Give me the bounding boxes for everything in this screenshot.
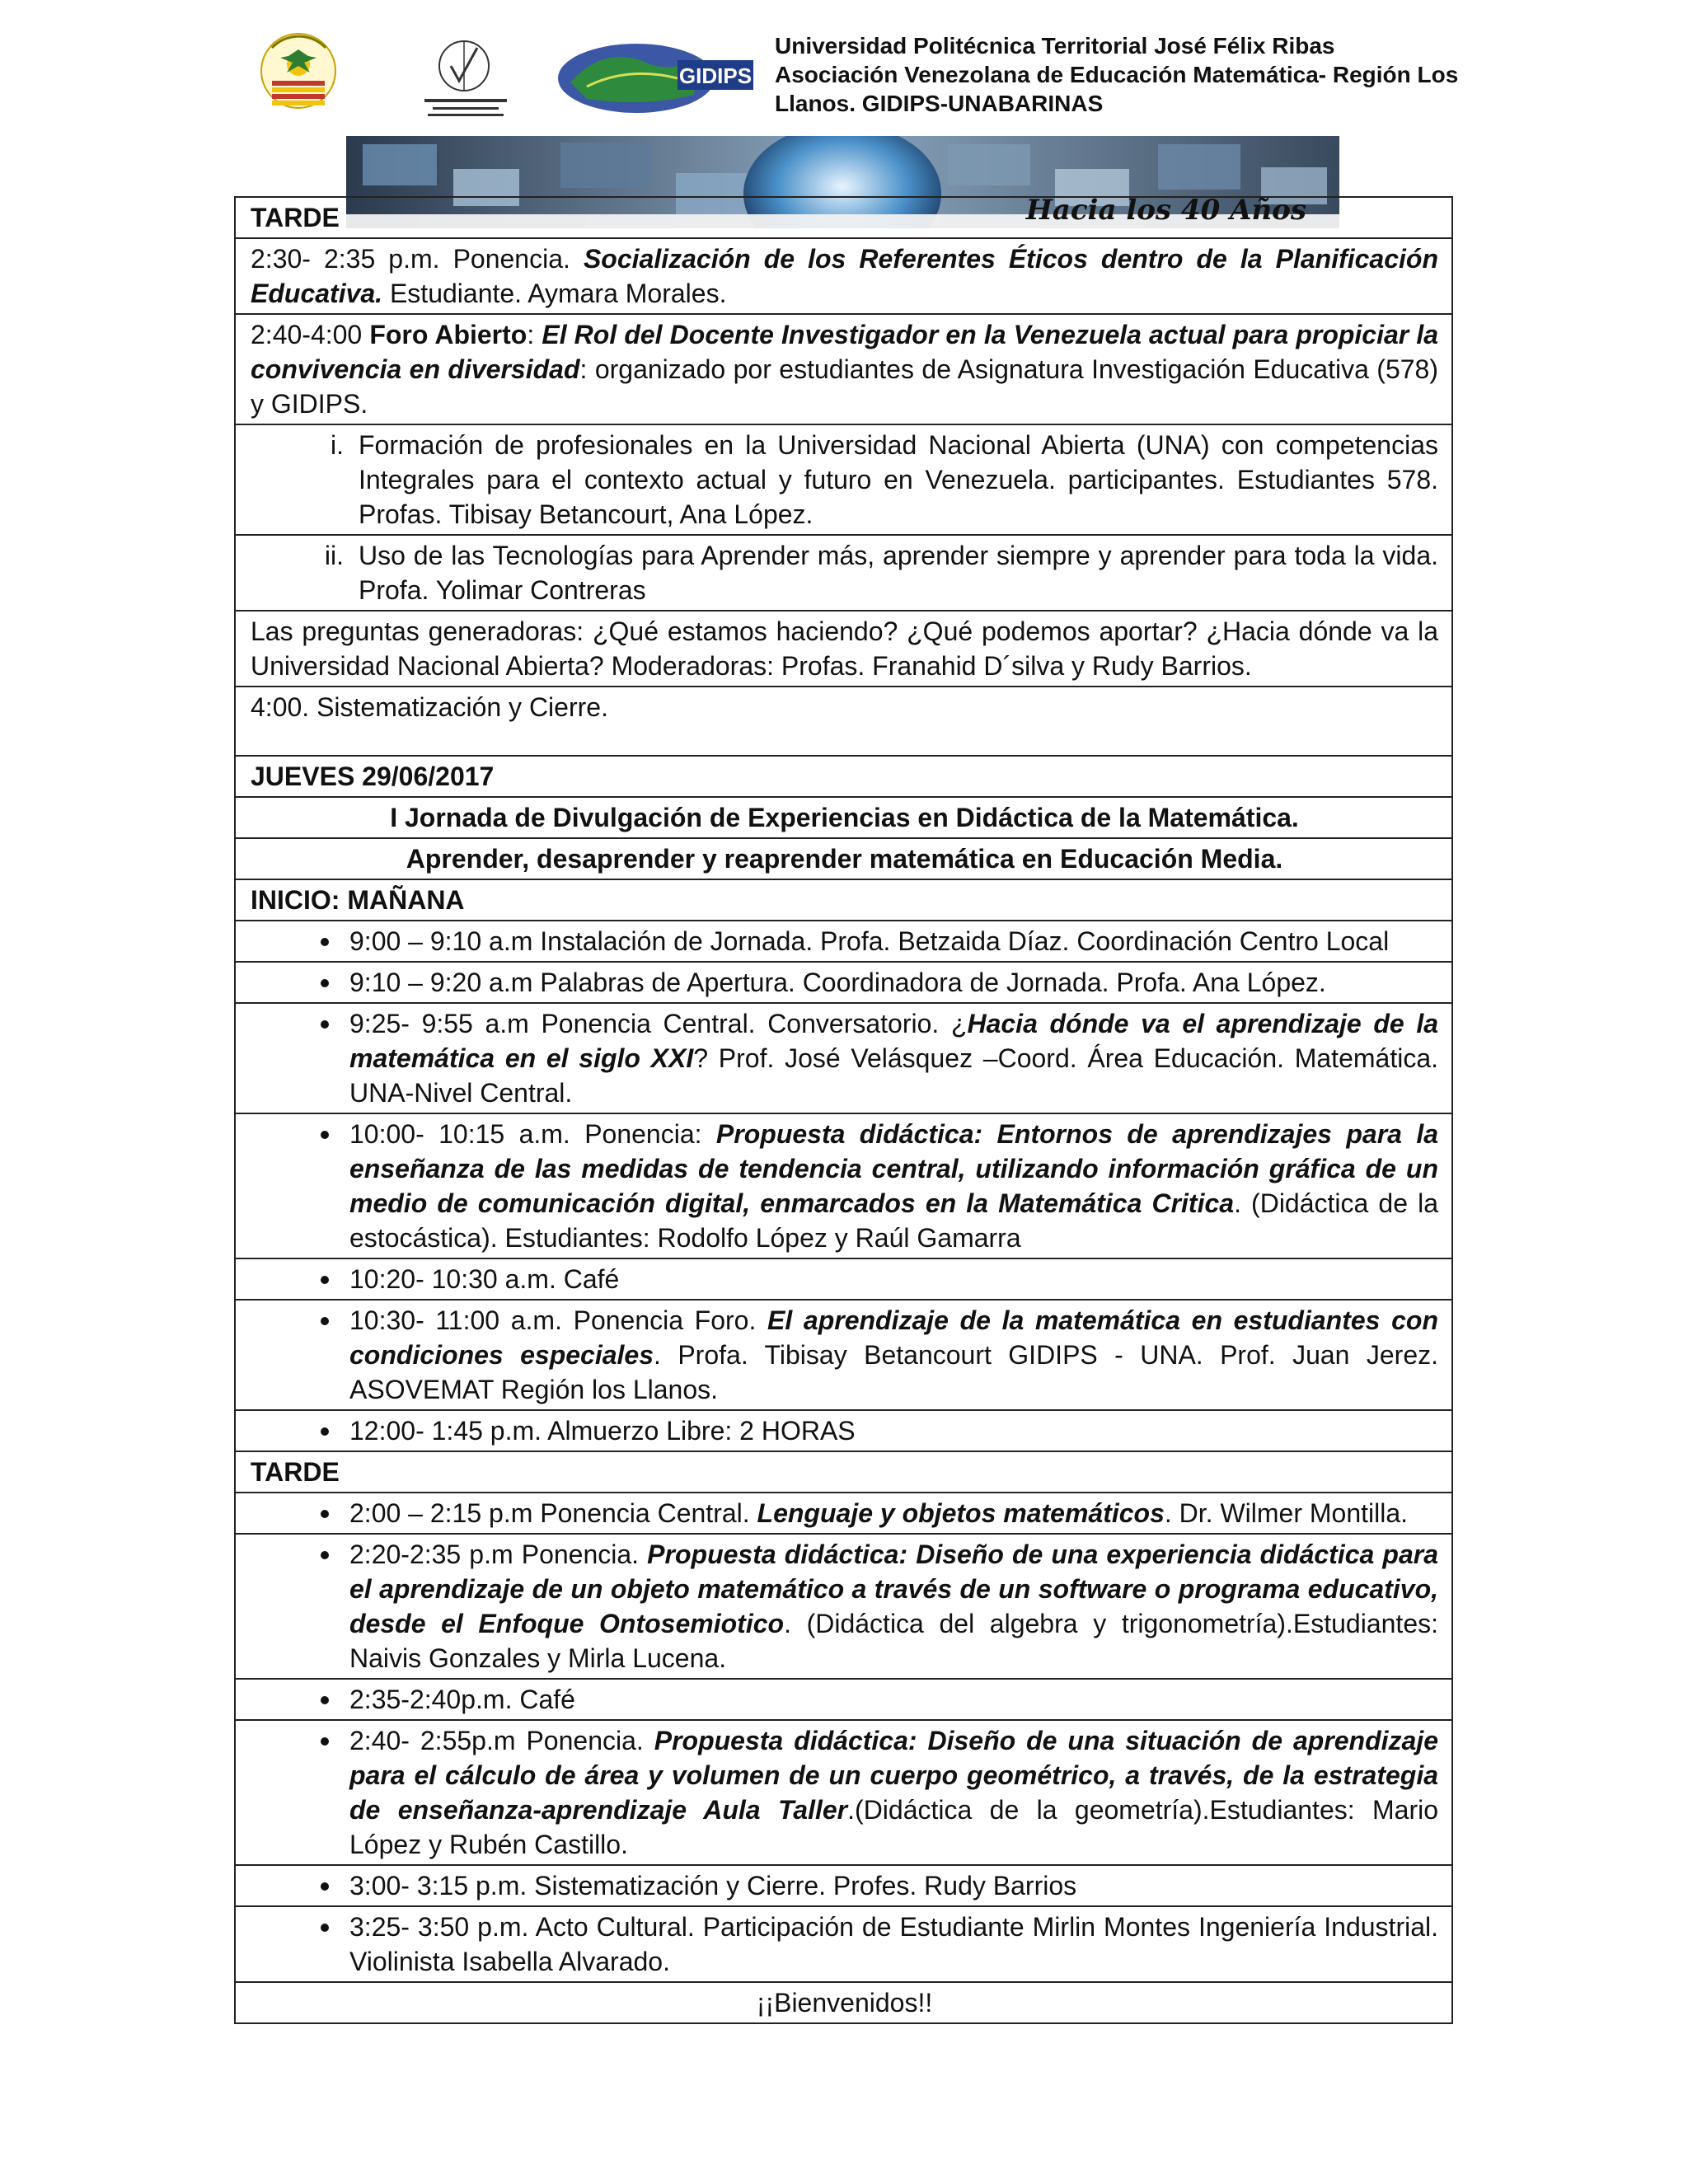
bullet-icon bbox=[251, 924, 349, 958]
table-row bbox=[235, 535, 1452, 611]
table-row bbox=[235, 1003, 1452, 1113]
session-title: El aprendizaje de la matemática en estudiantes con condiciones especiales bbox=[349, 1305, 1439, 1370]
bullet-icon bbox=[251, 1413, 349, 1448]
roman-item-text: Formación de profesionales en la Universidad Nacional Abierta (UNA) con competencias Integrales para el contexto actual y futuro en Venezuela. participantes. Estudiantes 578. Profas. Tibisay Betancourt, Ana López. bbox=[359, 430, 1438, 529]
table-row bbox=[235, 838, 1452, 879]
jornada-motto: Aprender, desaprender y reaprender matemática en Educación Media. bbox=[235, 838, 1452, 879]
gidips-logo-text: GIDIPS bbox=[678, 63, 753, 88]
table-row bbox=[235, 962, 1452, 1003]
session-cell bbox=[235, 314, 1452, 424]
day-heading: JUEVES 29/06/2017 bbox=[235, 756, 1452, 797]
bullet-icon bbox=[251, 1682, 349, 1717]
bullet-text bbox=[349, 1006, 1438, 1110]
bullet-icon bbox=[251, 1537, 349, 1675]
bullet-text bbox=[349, 1303, 1438, 1407]
table-row bbox=[235, 1720, 1452, 1865]
bullet-icon bbox=[251, 1910, 349, 1979]
bullet-icon bbox=[251, 1262, 349, 1296]
bullet-text: 12:00- 1:45 p.m. Almuerzo Libre: 2 HORAS bbox=[349, 1416, 856, 1446]
program-table bbox=[234, 196, 1453, 2024]
session-speaker: . Dr. Wilmer Montilla. bbox=[1164, 1498, 1409, 1528]
table-row bbox=[235, 238, 1452, 314]
bullet-text: 9:10 – 9:20 a.m Palabras de Apertura. Coordinadora de Jornada. Profa. Ana López. bbox=[349, 968, 1326, 997]
bullet-cell bbox=[235, 921, 1452, 962]
table-row bbox=[235, 1113, 1452, 1258]
roman-item-cell bbox=[235, 535, 1452, 611]
welcome-message: ¡¡Bienvenidos!! bbox=[235, 1982, 1452, 2023]
header-line-2: Asociación Venezolana de Educación Matemática- Región Los bbox=[775, 62, 1459, 87]
session-details: : organizado por estudiantes de Asignatura Investigación Educativa (578) y GIDIPS. bbox=[251, 354, 1439, 419]
bullet-text: 3:00- 3:15 p.m. Sistematización y Cierre. Profes. Rudy Barrios bbox=[349, 1871, 1077, 1900]
bullet-text: 9:00 – 9:10 a.m Instalación de Jornada. Profa. Betzaida Díaz. Coordinación Centro Local bbox=[349, 926, 1390, 956]
table-row bbox=[235, 756, 1452, 797]
table-row bbox=[235, 1300, 1452, 1410]
bullet-icon bbox=[251, 1303, 349, 1407]
table-row bbox=[235, 1865, 1452, 1906]
table-row bbox=[235, 1410, 1452, 1451]
table-row bbox=[235, 611, 1452, 687]
bullet-text bbox=[349, 1117, 1438, 1255]
session-speaker: . (Didáctica de la estocástica). Estudiantes: Rodolfo López y Raúl Gamarra bbox=[349, 1188, 1439, 1253]
bullet-icon bbox=[251, 1723, 349, 1862]
table-row bbox=[235, 687, 1452, 756]
session-title: Propuesta didáctica: Entornos de aprendizajes para la enseñanza de las medidas de tendencia central, utilizando información gráfica de un medio de comunicación digital, enmarcados en la Matemática Critica bbox=[349, 1119, 1439, 1218]
bullet-icon bbox=[251, 1868, 349, 1903]
table-row bbox=[235, 1679, 1452, 1720]
bullet-cell bbox=[235, 1113, 1452, 1258]
bullet-text bbox=[349, 1723, 1438, 1862]
roman-item-text: Uso de las Tecnologías para Aprender más, aprender siempre y aprender para toda la vida. Profa. Yolimar Contreras bbox=[359, 541, 1438, 605]
bullet-cell bbox=[235, 1865, 1452, 1906]
table-row bbox=[235, 879, 1452, 921]
bullet-cell bbox=[235, 1679, 1452, 1720]
bullet-icon bbox=[251, 1496, 349, 1530]
institution-header bbox=[775, 31, 1607, 118]
session-title: Propuesta didáctica: Diseño de una situación de aprendizaje para el cálculo de área y volumen de un cuerpo geométrico, a través, de la estrategia de enseñanza-aprendizaje Aula Taller bbox=[349, 1726, 1439, 1825]
section-heading-manana: INICIO: MAÑANA bbox=[235, 879, 1452, 921]
bullet-text: 2:35-2:40p.m. Café bbox=[349, 1685, 575, 1714]
section-heading-tarde: TARDE bbox=[235, 197, 1452, 238]
session-speaker: .(Didáctica de la geometría).Estudiantes: Mario López y Rubén Castillo. bbox=[349, 1795, 1439, 1859]
upt-logo bbox=[256, 31, 342, 114]
table-row bbox=[235, 1534, 1452, 1679]
session-cell bbox=[235, 238, 1452, 314]
jornada-title: I Jornada de Divulgación de Experiencias en Didáctica de la Matemática. bbox=[235, 797, 1452, 838]
table-row bbox=[235, 1982, 1452, 2023]
guiding-questions: Las preguntas generadoras: ¿Qué estamos haciendo? ¿Qué podemos aportar? ¿Hacia dónde va la Universidad Nacional Abierta? Moderadoras: Profas. Franahid D´silva y Rudy Barrios. bbox=[235, 611, 1452, 687]
session-time: 9:25- 9:55 a.m Ponencia Central. Conversatorio. ¿ bbox=[349, 1009, 968, 1038]
bullet-cell bbox=[235, 1410, 1452, 1451]
gidips-logo bbox=[554, 37, 756, 115]
session-time: 2:40- 2:55p.m Ponencia. bbox=[349, 1726, 654, 1755]
closing-item: 4:00. Sistematización y Cierre. bbox=[235, 687, 1452, 756]
session-time: 2:30- 2:35 p.m. Ponencia. bbox=[251, 244, 584, 274]
session-speaker: . (Didáctica del algebra y trigonometría).Estudiantes: Naivis Gonzales y Mirla Lucena. bbox=[349, 1609, 1439, 1673]
bullet-text: 10:20- 10:30 a.m. Café bbox=[349, 1264, 620, 1294]
session-time: 10:30- 11:00 a.m. Ponencia Foro. bbox=[349, 1305, 768, 1335]
bullet-cell bbox=[235, 1493, 1452, 1534]
session-speaker: ? Prof. José Velásquez –Coord. Área Educación. Matemática. UNA-Nivel Central. bbox=[349, 1043, 1439, 1108]
session-speaker: Estudiante. Aymara Morales. bbox=[382, 279, 727, 308]
bullet-text bbox=[349, 1537, 1438, 1675]
separator: : bbox=[527, 320, 542, 349]
roman-numeral: i. bbox=[331, 430, 344, 460]
header-line-1: Universidad Politécnica Territorial José Félix Ribas bbox=[775, 33, 1335, 59]
bullet-cell bbox=[235, 1003, 1452, 1113]
table-row bbox=[235, 1451, 1452, 1493]
table-row bbox=[235, 314, 1452, 424]
table-row bbox=[235, 921, 1452, 962]
session-speaker: . Profa. Tibisay Betancourt GIDIPS - UNA. Prof. Juan Jerez. ASOVEMAT Región los Llanos. bbox=[349, 1340, 1439, 1404]
bullet-icon bbox=[251, 1006, 349, 1110]
roman-item-cell bbox=[235, 424, 1452, 535]
asovemat-logo bbox=[416, 31, 528, 126]
bullet-text bbox=[349, 1496, 1438, 1530]
session-title: Propuesta didáctica: Diseño de una experiencia didáctica para el aprendizaje de un objeto matemático a través de un software o programa educativo, desde el Enfoque Ontosemiotico bbox=[349, 1540, 1439, 1638]
table-row bbox=[235, 1906, 1452, 1982]
bullet-cell bbox=[235, 1300, 1452, 1410]
table-row bbox=[235, 197, 1452, 238]
session-time: 2:00 – 2:15 p.m Ponencia Central. bbox=[349, 1498, 757, 1528]
session-time: 10:00- 10:15 a.m. Ponencia: bbox=[349, 1119, 716, 1149]
table-row bbox=[235, 1258, 1452, 1300]
section-heading-tarde: TARDE bbox=[235, 1451, 1452, 1493]
header-line-3: Llanos. GIDIPS-UNABARINAS bbox=[775, 91, 1104, 116]
bullet-cell bbox=[235, 1906, 1452, 1982]
session-title: Lenguaje y objetos matemáticos bbox=[757, 1498, 1165, 1528]
session-title: Socialización de los Referentes Éticos dentro de la Planificación Educativa. bbox=[251, 244, 1439, 308]
table-row bbox=[235, 1493, 1452, 1534]
bullet-cell bbox=[235, 1720, 1452, 1865]
session-time: 2:20-2:35 p.m Ponencia. bbox=[349, 1540, 648, 1569]
bullet-text: 3:25- 3:50 p.m. Acto Cultural. Participación de Estudiante Mirlin Montes Ingeniería Industrial. Violinista Isabella Alvarado. bbox=[349, 1912, 1438, 1976]
table-row bbox=[235, 797, 1452, 838]
session-title: Hacia dónde va el aprendizaje de la matemática en el siglo XXI bbox=[349, 1009, 1438, 1073]
roman-numeral: ii. bbox=[324, 541, 344, 570]
table-row bbox=[235, 424, 1452, 535]
session-type: Foro Abierto bbox=[369, 320, 528, 349]
session-time: 2:40-4:00 bbox=[251, 320, 370, 349]
bullet-icon bbox=[251, 1117, 349, 1255]
banner-tagline: Hacia los 40 Años bbox=[1025, 194, 1306, 227]
bullet-cell bbox=[235, 1258, 1452, 1300]
session-title: El Rol del Docente Investigador en la Venezuela actual para propiciar la convivencia en diversidad bbox=[251, 320, 1439, 384]
bullet-icon bbox=[251, 965, 349, 1000]
bullet-cell bbox=[235, 1534, 1452, 1679]
bullet-cell bbox=[235, 962, 1452, 1003]
